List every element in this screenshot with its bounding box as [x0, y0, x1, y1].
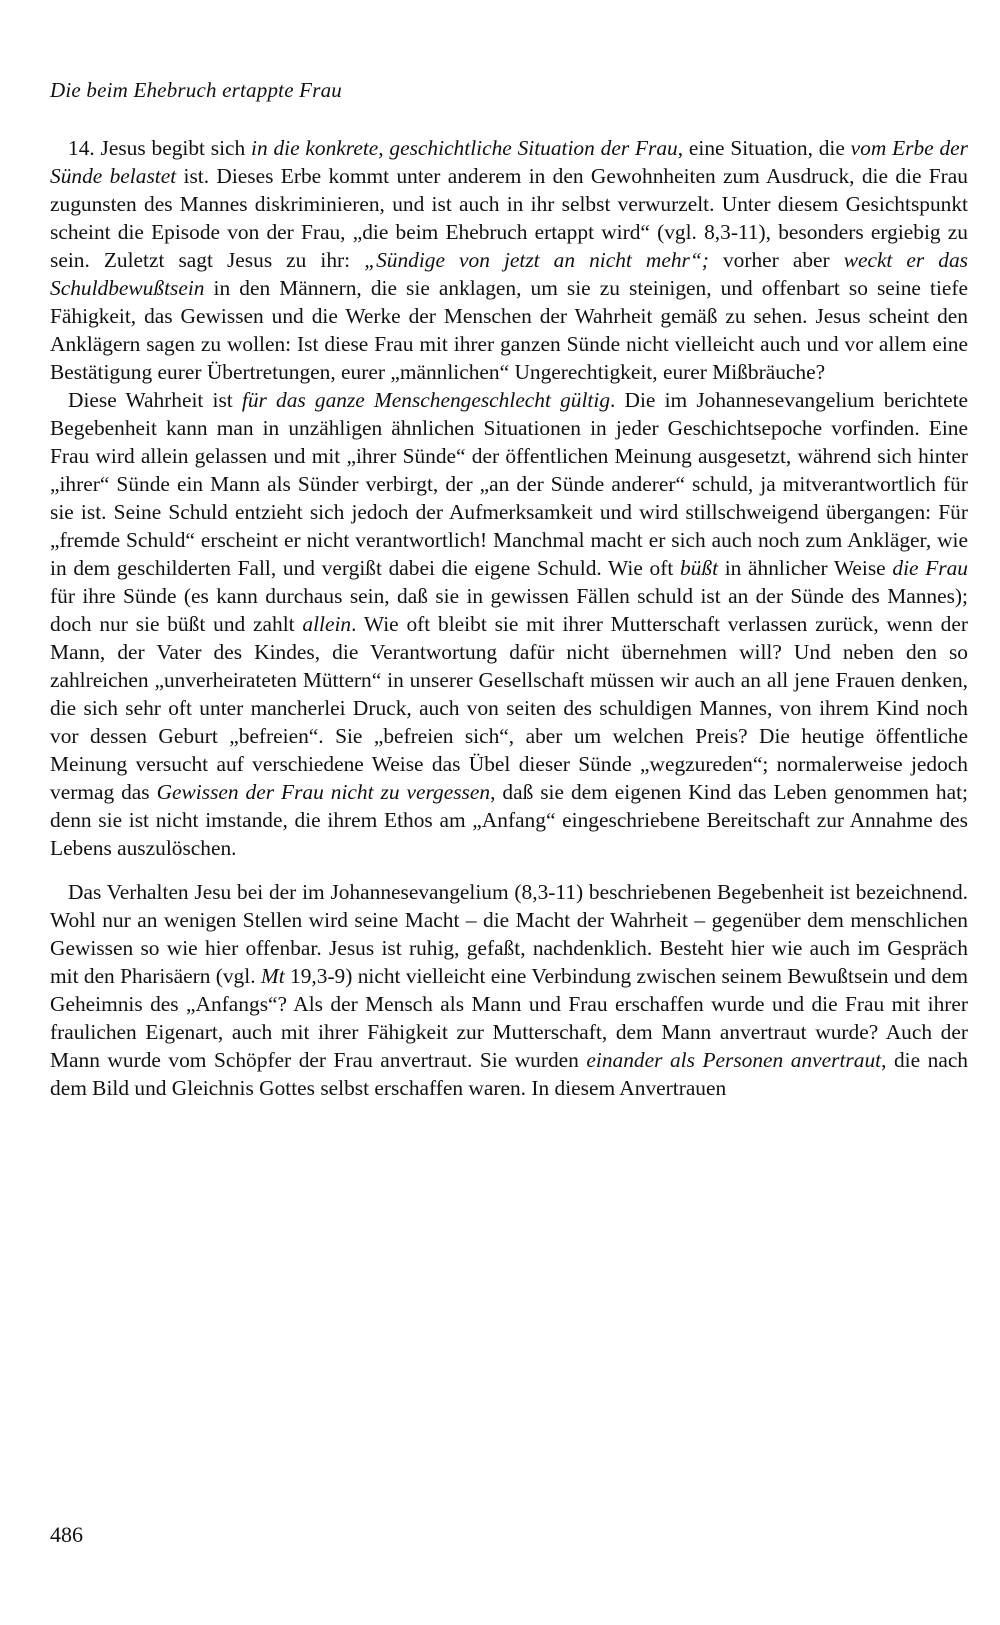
- text-run: . Die im Johannesevangelium berichtete Begebenheit kann man in unzähligen ähnlichen Situationen in jeder Geschichtsepoche vorfinden. Eine Frau wird allein gelassen und mit „ihrer Sünde“ der öffentlichen Meinung ausgesetzt, während sich hinter „ihrer“ Sünde ein Mann als Sünder verbirgt, der „an der Sünde anderer“ schuld, ja mitverantwortlich für sie ist. Seine Schuld entzieht sich jedoch der Aufmerksamkeit und wird stillschweigend übergangen: Für „fremde Schuld“ erscheint er nicht verantwortlich! Manchmal macht er sich auch noch zum Ankläger, wie in dem geschilderten Fall, und vergißt dabei die eigene Schuld. Wie oft: [50, 388, 969, 580]
- text-run: , daß sie dem eigenen Kind das Leben genommen hat; denn sie ist nicht imstande, die ihrem Ethos am „Anfang“ eingeschriebene Bereitschaft zur Annahme des Lebens auszulöschen.: [50, 780, 968, 860]
- running-header: Die beim Ehebruch ertappte Frau: [50, 78, 342, 102]
- text-run: in den Männern, die sie anklagen, um sie zu steinigen, und offenbart so seine tiefe Fähigkeit, das Gewissen und die Werke der Menschen der Wahrheit gemäß zu sehen. Jesus scheint den Anklägern sagen zu wollen: Ist diese Frau mit ihrer ganzen Sünde nicht vielleicht auch und vor allem eine Bestätigung eurer Übertretungen, eurer „männlichen“ Ungerechtigkeit, eurer Mißbräuche?: [50, 276, 968, 384]
- italic-run: Gewissen der Frau nicht zu vergessen: [156, 780, 491, 804]
- text-run: in ähnlicher Weise: [718, 556, 893, 580]
- italic-run: „Sündige von jetzt an nicht mehr“;: [364, 248, 709, 272]
- italic-run: vom Erbe der Sünde belastet: [50, 136, 968, 188]
- page-number: 486: [50, 1522, 83, 1547]
- text-run: 19,3-9) nicht vielleicht eine Verbindung zwischen seinem Bewußtsein und dem Geheimnis des „Anfangs“? Als der Mensch als Mann und Frau erschaffen wurde und die Frau mit ihrer fraulichen Eigenart, auch mit ihrer Fähigkeit zur Mutterschaft, dem Mann anvertraut wurde? Auch der Mann wurde vom Schöpfer der Frau anvertraut. Sie wurden: [50, 964, 969, 1072]
- italic-run: Mt: [260, 964, 285, 988]
- text-run: . Wie oft bleibt sie mit ihrer Mutterschaft verlassen zurück, wenn der Mann, der Vater des Kindes, die Verantwortung dafür nicht übernehmen will? Und neben den so zahlreichen „unverheirateten Müttern“ in unserer Gesellschaft müssen wir auch an all jene Frauen denken, die sich sehr oft unter mancherlei Druck, auch von seiten des schuldigen Mannes, von ihrem Kind noch vor dessen Geburt „befreien“. Sie „befreien sich“, aber um welchen Preis? Die heutige öffentliche Meinung versucht auf verschiedene Weise das Übel dieser Sünde „wegzureden“; normalerweise jedoch vermag das: [50, 612, 968, 804]
- paragraph-2: [50, 386, 968, 862]
- text-run: ist. Dieses Erbe kommt unter anderem in den Gewohnheiten zum Ausdruck, die die Frau zugunsten des Mannes diskriminieren, und ist auch in ihr selbst verwurzelt. Unter diesem Gesichtspunkt scheint die Episode von der Frau, „die beim Ehebruch ertappt wird“ (vgl. 8,3-11), besonders ergiebig zu sein. Zuletzt sagt Jesus zu ihr:: [50, 164, 969, 272]
- italic-run: in die konkrete, geschichtliche Situation der Frau: [251, 136, 678, 160]
- text-run: Diese Wahrheit ist: [68, 388, 242, 412]
- italic-run: büßt: [679, 556, 719, 580]
- paragraph-3: [50, 878, 968, 1102]
- text-run: , eine Situation, die: [677, 136, 851, 160]
- italic-run: weckt er das Schuldbewußtsein: [50, 248, 969, 300]
- text-run: , die nach dem Bild und Gleichnis Gottes selbst erschaffen waren. In diesem Anvertrauen: [50, 1048, 969, 1100]
- text-run: für ihre Sünde (es kann durchaus sein, daß sie in gewissen Fällen schuld ist an der Sünde des Mannes); doch nur sie büßt und zahlt: [50, 584, 968, 636]
- italic-run: für das ganze Menschengeschlecht gültig: [241, 388, 611, 412]
- paragraph-1: [50, 134, 968, 386]
- book-page: [50, 0, 968, 1625]
- italic-run: die Frau: [892, 556, 968, 580]
- text-run: Das Verhalten Jesu bei der im Johannesevangelium (8,3-11) beschriebenen Begebenheit ist bezeichnend. Wohl nur an wenigen Stellen wird seine Macht – die Macht der Wahrheit – gegenüber dem menschlichen Gewissen so wie hier offenbar. Jesus ist ruhig, gefaßt, nachdenklich. Besteht hier wie auch im Gespräch mit den Pharisäern (vgl.: [50, 880, 968, 988]
- text-run: vorher aber: [708, 248, 844, 272]
- italic-run: allein: [302, 612, 352, 636]
- italic-run: einander als Personen anvertraut: [586, 1048, 882, 1072]
- body-text: [50, 134, 968, 1102]
- text-run: 14. Jesus begibt sich: [68, 136, 252, 160]
